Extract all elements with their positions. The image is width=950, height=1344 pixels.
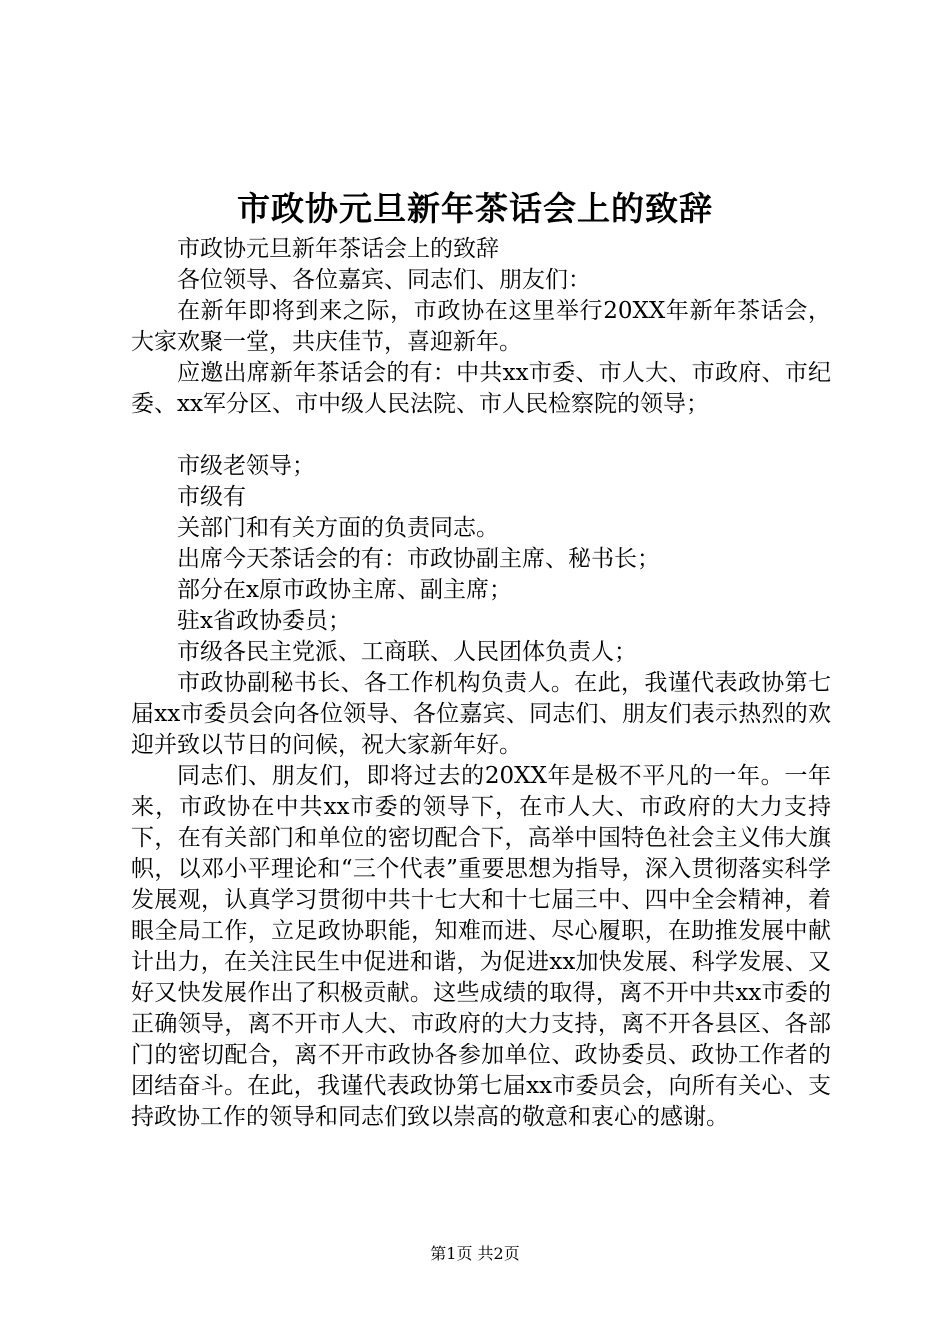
paragraph-salutation: 各位领导、各位嘉宾、同志们、朋友们：	[177, 267, 591, 293]
paragraph-opening: 在新年即将到来之际，市政协在这里举行20XX年新年茶话会，大家欢聚一堂，共庆佳节，喜迎新年。	[131, 298, 831, 355]
paragraph-attendees: 出席今天茶话会的有：市政协副主席、秘书长；	[177, 546, 660, 572]
paragraph-welcome: 市政协副秘书长、各工作机构负责人。在此，我谨代表政协第七届xx市委员会向各位领导、各位嘉宾、同志们、朋友们表示热烈的欢迎并致以节日的问候，祝大家新年好。	[131, 670, 831, 758]
paragraph-former-chairs: 部分在x原市政协主席、副主席；	[177, 577, 512, 603]
document-body	[131, 234, 831, 1133]
paragraph-heading-repeat: 市政协元旦新年茶话会上的致辞	[177, 236, 499, 262]
paragraph-city-level: 市级有	[177, 484, 246, 510]
paragraph-party-heads: 市级各民主党派、工商联、人民团体负责人；	[177, 639, 637, 665]
paragraph-provincial-members: 驻x省政协委员；	[177, 608, 351, 634]
paragraph-year-review: 同志们、朋友们，即将过去的20XX年是极不平凡的一年。一年来，市政协在中共xx市委的领导下，在市人大、市政府的大力支持下，在有关部门和单位的密切配合下，高举中国特色社会主义伟大旗帜，以邓小平理论和“三个代表”重要思想为指导，深入贯彻落实科学发展观，认真学习贯彻中共十七大和十七届三中、四中全会精神，着眼全局工作，立足政协职能，知难而进、尽心履职，在助推发展中献计出力，在关注民生中促进和谐，为促进xx加快发展、科学发展、又好又快发展作出了积极贡献。这些成绩的取得，离不开中共xx市委的正确领导，离不开市人大、市政府的大力支持，离不开各县区、各部门的密切配合，离不开市政协各参加单位、政协委员、政协工作者的团结奋斗。在此，我谨代表政协第七届xx市委员会，向所有关心、支持政协工作的领导和同志们致以崇高的敬意和衷心的感谢。	[131, 763, 831, 1130]
paragraph-retired-leaders: 市级老领导；	[177, 453, 315, 479]
document-title: 市政协元旦新年茶话会上的致辞	[237, 189, 713, 228]
paragraph-invited-guests: 应邀出席新年茶话会的有：中共xx市委、市人大、市政府、市纪委、xx军分区、市中级人民法院、市人民检察院的领导；	[131, 360, 831, 417]
page-footer: 第1页 共2页	[430, 1244, 520, 1263]
paragraph-departments: 关部门和有关方面的负责同志。	[177, 515, 499, 541]
